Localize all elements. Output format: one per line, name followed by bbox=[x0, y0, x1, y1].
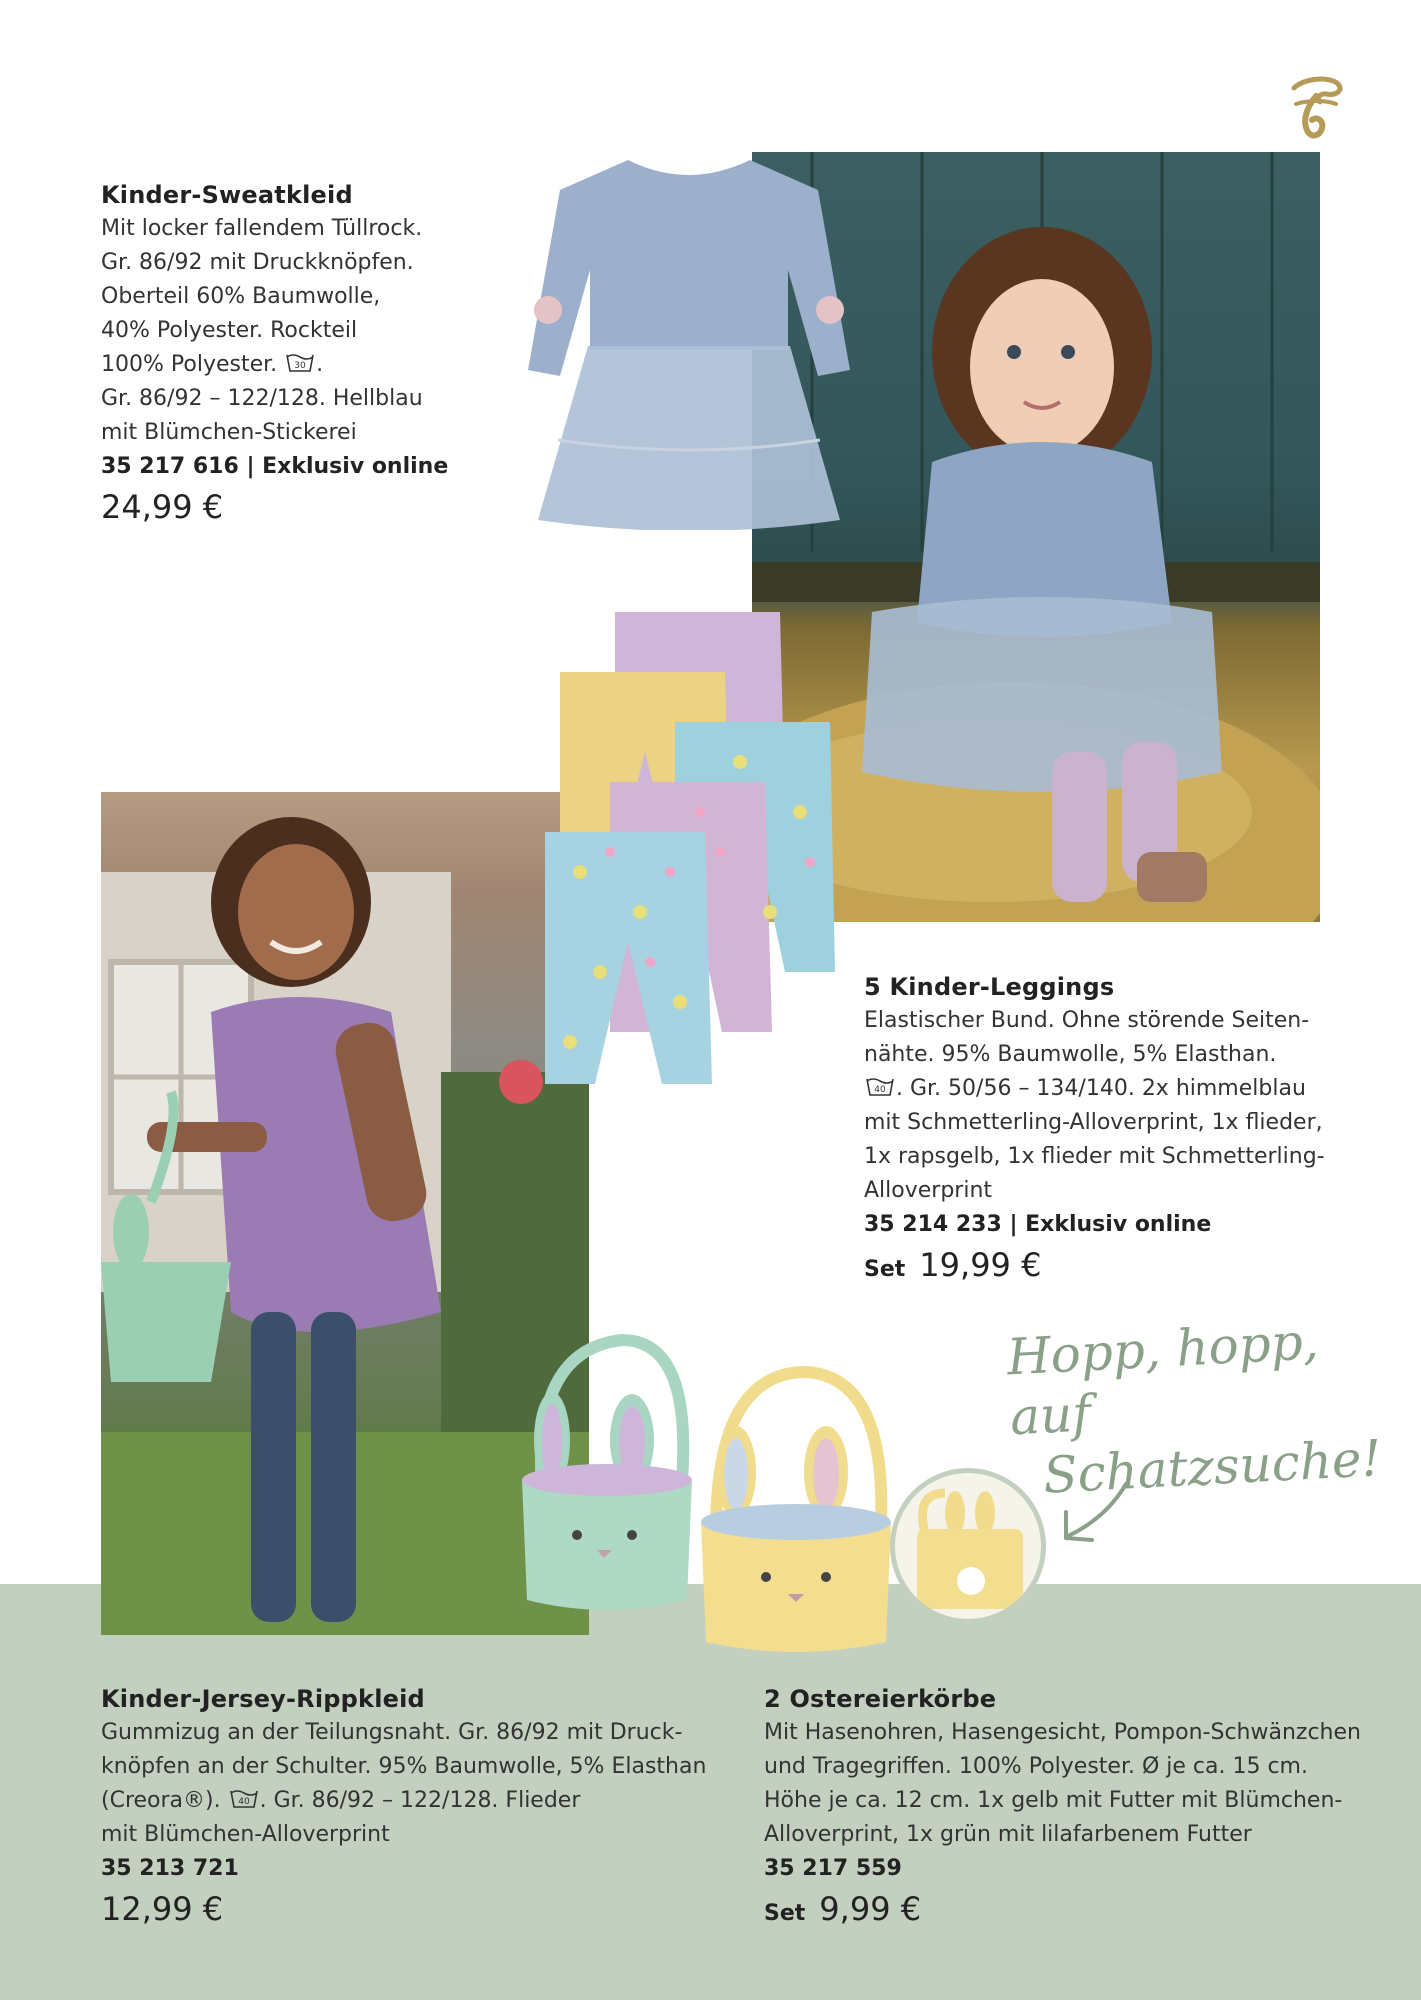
wash-temperature: 30 bbox=[294, 361, 306, 371]
product-block-baskets bbox=[764, 1682, 1361, 1931]
slogan-line-1: Hopp, hopp, auf bbox=[1005, 1312, 1320, 1447]
product-green-bunny-basket-image bbox=[512, 1330, 702, 1610]
product-title: Kinder-Jersey-Rippkleid bbox=[101, 1685, 425, 1713]
product-description-line: und Tragegriffen. 100% Polyester. Ø je ca. 15 cm. bbox=[764, 1754, 1308, 1779]
article-number: 35 214 233 | Exklusiv online bbox=[864, 1212, 1212, 1237]
product-description-line: Oberteil 60% Baumwolle, bbox=[101, 284, 381, 309]
product-description-line: mit Schmetterling-Alloverprint, 1x flieder, bbox=[864, 1110, 1323, 1135]
wash-temperature: 40 bbox=[874, 1085, 886, 1095]
product-description-line: Elastischer Bund. Ohne störende Seiten- bbox=[864, 1008, 1310, 1033]
price-row bbox=[864, 1248, 1325, 1287]
product-description-line: mit Blümchen-Stickerei bbox=[101, 420, 357, 445]
product-sweat-dress-image bbox=[518, 150, 860, 530]
price: 24,99 € bbox=[101, 488, 224, 526]
price: 12,99 € bbox=[101, 1890, 224, 1928]
article-number: 35 217 616 | Exklusiv online bbox=[101, 454, 449, 479]
product-description-line: mit Blümchen-Alloverprint bbox=[101, 1822, 390, 1847]
product-description-line: 40% Polyester. Rockteil bbox=[101, 318, 358, 343]
article-number: 35 213 721 bbox=[101, 1856, 239, 1881]
price: 19,99 € bbox=[919, 1246, 1042, 1284]
price-row bbox=[764, 1892, 1361, 1931]
product-title: 5 Kinder-Leggings bbox=[864, 973, 1115, 1001]
washing-symbol-icon bbox=[865, 1076, 895, 1098]
product-description-line: Gr. 86/92 mit Druckknöpfen. bbox=[101, 250, 414, 275]
product-title: 2 Ostereierkörbe bbox=[764, 1685, 997, 1713]
description-text: . Gr. 86/92 – 122/128. Flieder bbox=[259, 1788, 581, 1813]
description-text: 100% Polyester. bbox=[101, 352, 278, 377]
product-description-line: Mit locker fallendem Tüllrock. bbox=[101, 216, 423, 241]
price-row bbox=[101, 1892, 706, 1926]
washing-symbol-icon bbox=[285, 352, 315, 374]
wash-temperature: 40 bbox=[237, 1797, 250, 1807]
product-description-line: 100% Polyester. 30 . bbox=[101, 352, 324, 377]
description-text: (Creora®). bbox=[101, 1788, 221, 1813]
product-description-line: Höhe je ca. 12 cm. 1x gelb mit Futter mit Blümchen- bbox=[764, 1788, 1343, 1813]
product-title: Kinder-Sweatkleid bbox=[101, 181, 353, 209]
product-description-line: knöpfen an der Schulter. 95% Baumwolle, 5% Elasthan bbox=[101, 1754, 707, 1779]
price: 9,99 € bbox=[819, 1890, 922, 1928]
product-description-line: nähte. 95% Baumwolle, 5% Elasthan. bbox=[864, 1042, 1277, 1067]
product-block-sweatkleid bbox=[101, 178, 448, 524]
product-block-leggings bbox=[864, 970, 1325, 1287]
product-description-line: Alloverprint bbox=[864, 1178, 993, 1203]
arrow-icon bbox=[1056, 1478, 1136, 1548]
price-label: Set bbox=[764, 1901, 806, 1926]
product-description-line: Gummizug an der Teilungsnaht. Gr. 86/92 mit Druck- bbox=[101, 1720, 683, 1745]
product-description-line: Mit Hasenohren, Hasengesicht, Pompon-Schwänzchen bbox=[764, 1720, 1361, 1745]
product-leggings-image bbox=[540, 612, 840, 1092]
washing-symbol-icon bbox=[229, 1788, 259, 1810]
tchibo-logo-icon bbox=[1286, 74, 1346, 140]
product-description-line bbox=[864, 1072, 1325, 1106]
product-yellow-bunny-basket-image bbox=[696, 1362, 896, 1652]
slogan-line-2: Schatzsuche! bbox=[1041, 1429, 1383, 1505]
price-row bbox=[101, 490, 448, 524]
product-description-line bbox=[101, 1784, 706, 1818]
product-description-line: 1x rapsgelb, 1x flieder mit Schmetterling- bbox=[864, 1144, 1325, 1169]
product-description-line: Gr. 86/92 – 122/128. Hellblau bbox=[101, 386, 423, 411]
article-number: 35 217 559 bbox=[764, 1856, 902, 1881]
product-block-jersey bbox=[101, 1682, 706, 1926]
product-description-line: Alloverprint, 1x grün mit lilafarbenem Futter bbox=[764, 1822, 1252, 1847]
price-label: Set bbox=[864, 1257, 906, 1282]
description-text: . Gr. 50/56 – 134/140. 2x himmelblau bbox=[896, 1076, 1306, 1101]
